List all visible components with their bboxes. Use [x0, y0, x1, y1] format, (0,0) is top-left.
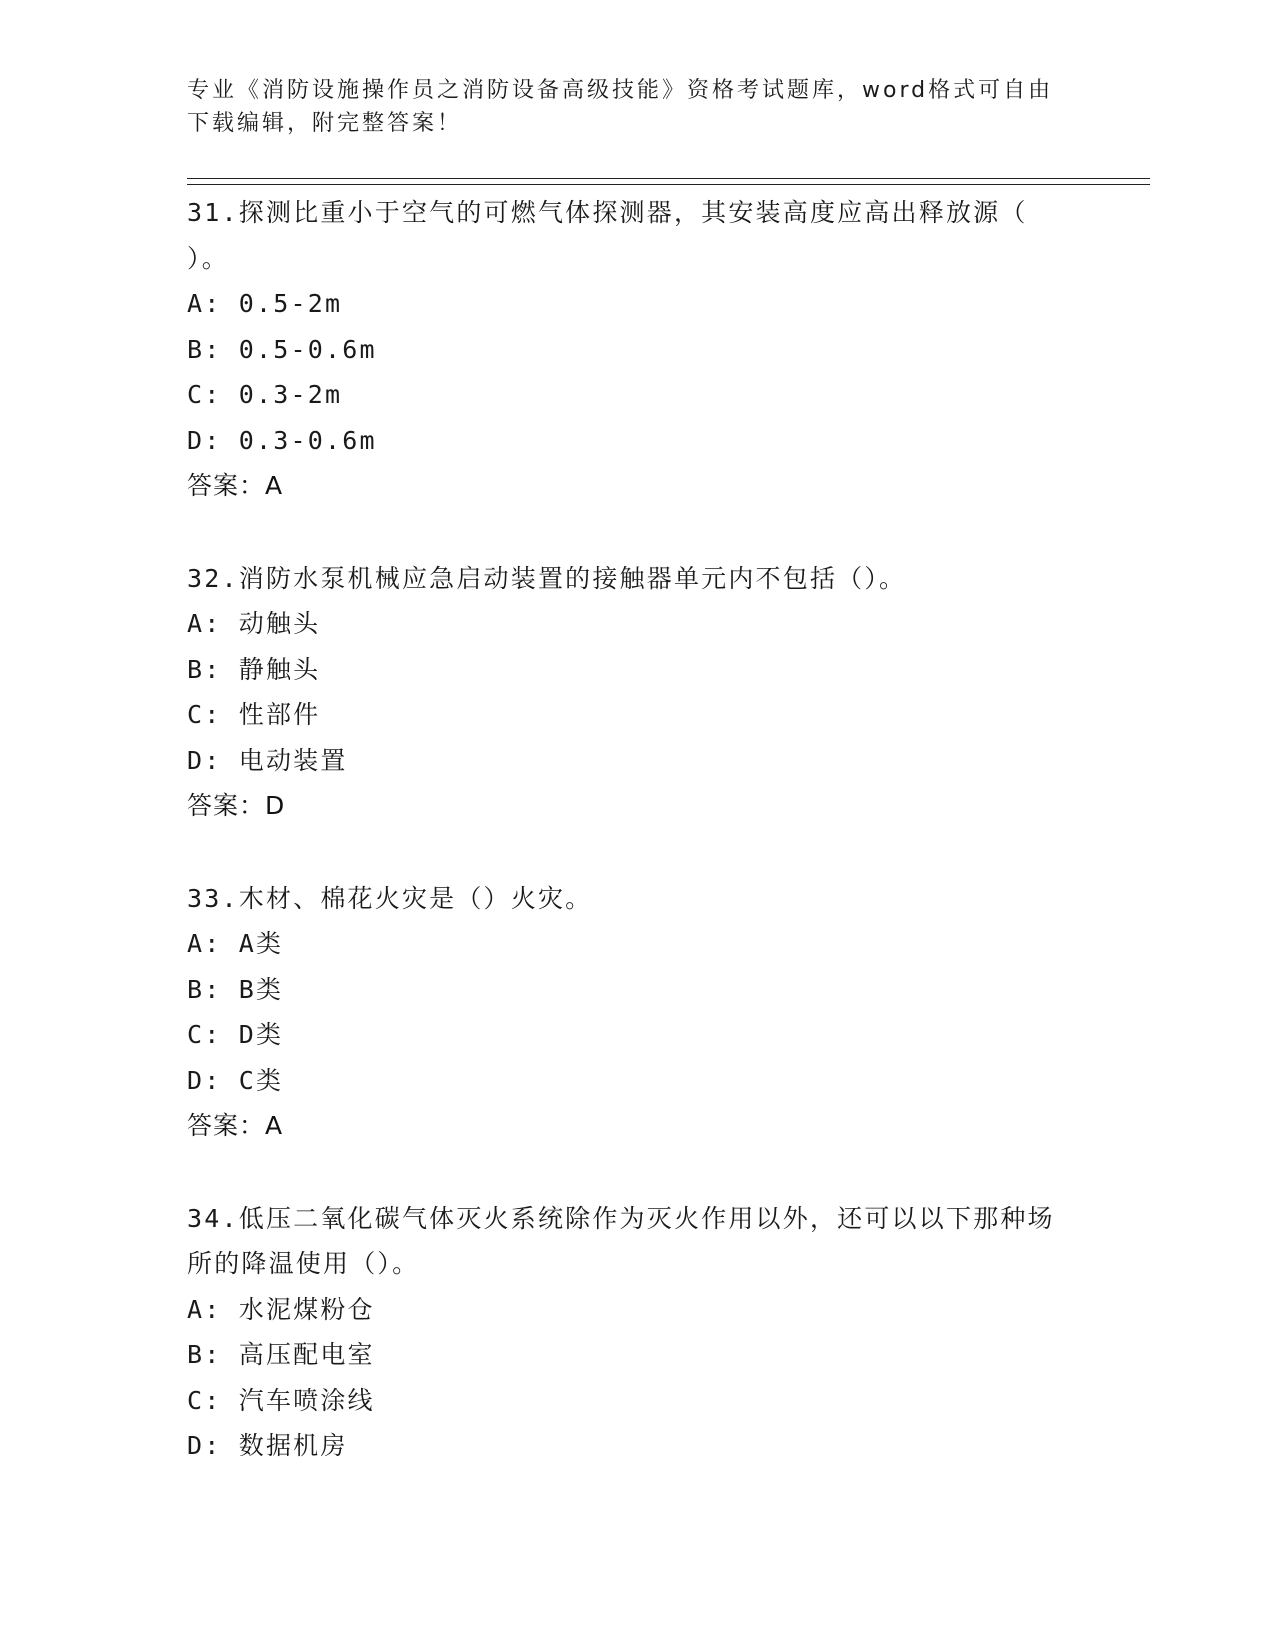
question-34	[187, 1196, 1087, 1469]
option-c: C: 0.3-2m	[187, 380, 343, 409]
option-c: C: 性部件	[187, 700, 321, 729]
option-d: D: C类	[187, 1065, 284, 1095]
question-list	[187, 190, 1087, 1516]
question-32	[187, 556, 1087, 829]
option-d: D: 电动装置	[187, 745, 348, 775]
question-stem: 31.探测比重小于空气的可燃气体探测器，其安装高度应高出释放源（ ）。	[187, 198, 1045, 273]
option-d: D: 0.3-0.6m	[187, 425, 377, 455]
answer: 答案：D	[187, 791, 286, 820]
question-31	[187, 190, 1087, 509]
option-c: C: 汽车喷涂线	[187, 1385, 375, 1415]
option-b: B: 0.5-0.6m	[187, 334, 377, 364]
question-stem: 34.低压二氧化碳气体灭火系统除作为灭火作用以外，还可以以下那种场所的降温使用（）。	[187, 1203, 1055, 1278]
document-header: 专业《消防设施操作员之消防设备高级技能》资格考试题库，word格式可自由下载编辑，附完整答案！	[187, 78, 1054, 136]
option-b: B: 静触头	[187, 654, 321, 684]
question-stem: 32.消防水泵机械应急启动装置的接触器单元内不包括（）。	[187, 563, 907, 593]
header-double-rule	[187, 178, 1150, 185]
answer: 答案：A	[187, 1111, 284, 1140]
option-b: B: B类	[187, 974, 284, 1004]
option-a: A: 0.5-2m	[187, 289, 343, 318]
option-a: A: A类	[187, 929, 284, 958]
answer: 答案：A	[187, 471, 284, 500]
option-c: C: D类	[187, 1020, 284, 1049]
question-33	[187, 876, 1087, 1149]
option-d: D: 数据机房	[187, 1431, 348, 1460]
option-a: A: 动触头	[187, 609, 321, 638]
question-stem: 33.木材、棉花火灾是（）火灾。	[187, 883, 593, 913]
option-b: B: 高压配电室	[187, 1340, 375, 1369]
option-a: A: 水泥煤粉仓	[187, 1294, 375, 1324]
